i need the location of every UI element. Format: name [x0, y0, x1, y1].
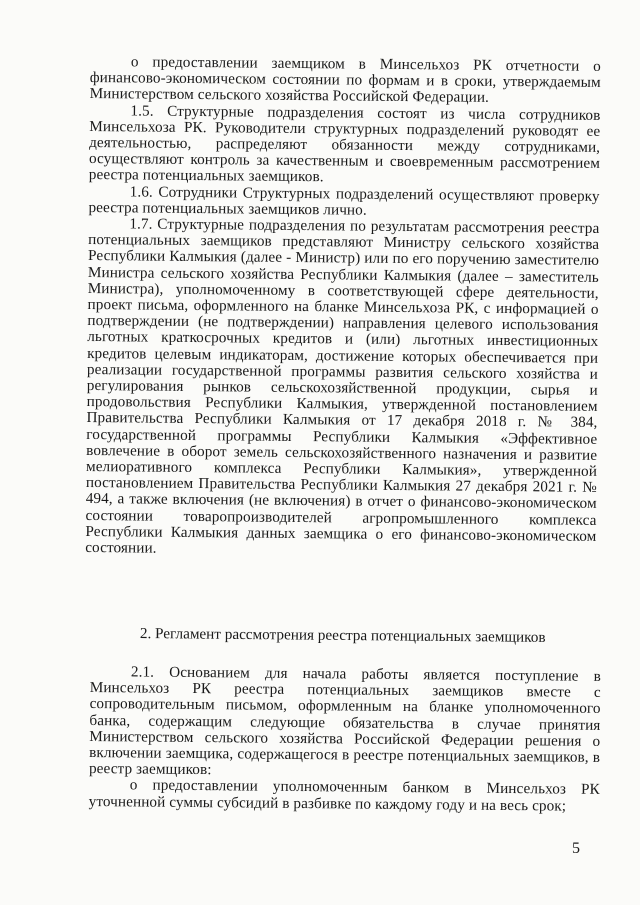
document-body-bottom	[89, 664, 601, 815]
document-body-top	[85, 54, 601, 561]
paragraph-1-6: 1.6. Сотрудники Структурных подразделений осуществляют проверку реестра потенциальных заемщиков лично.	[88, 183, 600, 219]
section-heading: 2. Регламент рассмотрения реестра потенциальных заемщиков	[139, 625, 546, 646]
paragraph-1-7: 1.7. Структурные подразделения по результатам рассмотрения реестра потенциальных заемщиков представляют Министру сельского хозяйства Республики Калмыкия (далее - Министр) или по его поручению заместителю Министра сельского хозяйства Республики Калмыкия (далее – заместитель Министра), уполномоченному в соответствующей сфере деятельности, проект письма, оформленного на бланке Минсельхоза РК, с информацией о подтверждении (не подтверждении) направления целевого использования льготных краткосрочных кредитов и (или) льготных инвестиционных кредитов целевым индикаторам, достижение которых обеспечивается при реализации государственной программы развития сельского хозяйства и регулирования рынков сельскохозяйственной продукции, сырья и продовольствия Республики Калмыкия, утвержденной постановлением Правительства Республики Калмыкия от 17 декабря 2018 г. № 384, государственной программы Республики Калмыкия «Эффективное вовлечение в оборот земель сельскохозяйственного назначения и развитие мелиоративного комплекса Республики Калмыкия», утвержденной постановлением Правительства Республики Калмыкия 27 декабря 2021 г. № 494, а также включения (не включения) в отчет о финансово-экономическом состоянии товаропроизводителей агропромышленного комплекса Республики Калмыкия данных заемщика о его финансово-экономическом состоянии.	[85, 215, 600, 557]
page-number: 5	[572, 840, 580, 857]
paragraph-subsidy-obligation: о предоставлении уполномоченным банком в Минсельхоз РК уточненной суммы субсидий в разбивке по каждому году и на весь срок;	[88, 776, 600, 815]
paragraph-2-1: 2.1. Основанием для начала работы является поступление в Минсельхоз РК реестра потенциальных заемщиков вместе с сопроводительным письмом, оформленным на бланке уполномоченного банка, содержащим следующие обязательства в случае принятия Министерством сельского хозяйства Российской Федерации решения о включении заемщика, содержащегося в реестре потенциальных заемщиков, в реестр заемщиков:	[88, 663, 601, 779]
paragraph-reporting-obligation: о предоставлении заемщиком в Минсельхоз РК отчетности о финансово-экономическом состоянии по формам и в сроки, утверждаемым Министерством сельского хозяйства Российской Федерации.	[89, 53, 601, 107]
paragraph-1-5: 1.5. Структурные подразделения состоят из числа сотрудников Минсельхоза РК. Руководители структурных подразделений руководят ее деятельностью, распределяют обязанности между сотрудниками, осуществляют контроль за качественным и своевременным рассмотрением реестра потенциальных заемщиков.	[88, 102, 601, 186]
